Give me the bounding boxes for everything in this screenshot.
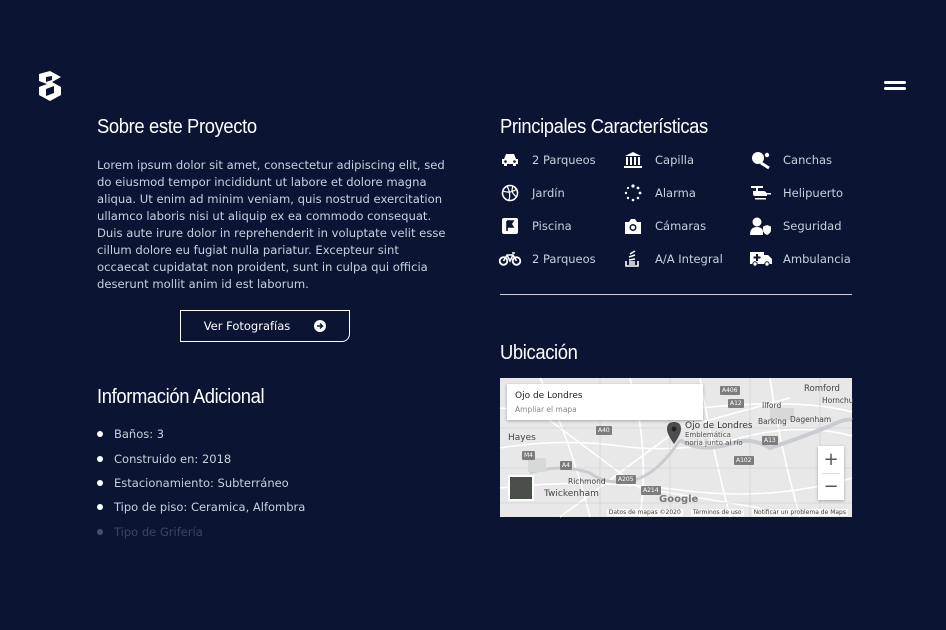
feature-item: Jardín — [500, 183, 565, 203]
road-badge: M4 — [524, 452, 533, 459]
place-name: Ojo de Londres — [515, 391, 583, 401]
bullet-icon — [97, 480, 103, 486]
zoom-out-button[interactable]: − — [823, 476, 839, 497]
map-label: Hornchu — [822, 396, 854, 405]
map-label: Barking — [758, 417, 787, 426]
bullet-icon — [97, 504, 103, 510]
features-divider — [500, 294, 852, 295]
map-label: Richmond — [568, 477, 606, 486]
security-icon — [751, 216, 771, 236]
feature-item: 2 Parqueos — [500, 150, 596, 170]
ambulance-icon — [751, 249, 771, 269]
satellite-toggle[interactable] — [508, 475, 534, 501]
feature-item: Seguridad — [751, 216, 842, 236]
info-list — [97, 422, 306, 539]
feature-item: Cámaras — [623, 216, 706, 236]
feature-item: Helipuerto — [751, 183, 843, 203]
feature-item: Capilla — [623, 150, 694, 170]
road-badge: A102 — [736, 457, 752, 464]
sports-court-icon — [751, 150, 771, 170]
road-badge: A4 — [562, 462, 570, 469]
road-badge: A13 — [764, 437, 776, 444]
helipad-icon — [751, 183, 771, 203]
map-report-link[interactable]: Notificar un problema de Maps — [753, 508, 846, 516]
hamburger-icon[interactable] — [884, 80, 908, 92]
map-label: Twickenham — [544, 489, 599, 499]
marker-subtitle: Emblemática noria junto al río — [685, 431, 743, 447]
map-label: Dagenham — [790, 415, 832, 424]
chapel-icon — [623, 150, 643, 170]
map-label: Romford — [804, 384, 840, 394]
about-text: Lorem ipsum dolor sit amet, consectetur adipiscing elit, sed do eiusmod tempor incididunt ut labore et dolore magna aliqua. Ut enim ad minim veniam, quis nostrud exercitation ullamco laboris nisi ut aliquip ex ea commodo consequat. Duis aute irure dolor in reprehenderit in voluptate velit esse cillum dolore eu fugiat nulla pariatur. Excepteur sint occaecat cupidatat non proident, sunt in culpa qui officia deserunt mollit anim id est laborum. — [97, 158, 446, 291]
map-label: Hayes — [508, 433, 536, 443]
view-photos-label: Ver Fotografías — [203, 319, 291, 333]
road-badge: A406 — [722, 387, 738, 394]
feature-item: 2 Parqueos — [500, 249, 596, 269]
camera-icon — [623, 216, 643, 236]
location-map[interactable] — [500, 378, 852, 517]
list-item: Estacionamiento: Subterráneo — [97, 471, 305, 495]
about-title: Sobre este Proyecto — [97, 116, 257, 138]
map-data-credit: Datos de mapas ©2020 — [608, 508, 681, 516]
road-badge: A214 — [643, 487, 659, 494]
feature-item: A/A Integral — [623, 249, 723, 269]
zoom-controls — [818, 446, 844, 500]
menu-line — [884, 87, 906, 90]
bicycle-icon — [500, 249, 520, 269]
air-conditioning-icon — [623, 249, 643, 269]
bullet-icon — [97, 529, 103, 535]
arrow-right-icon — [314, 320, 326, 332]
google-logo: Google — [659, 494, 699, 505]
pool-icon — [500, 216, 520, 236]
list-item: Baños: 3 — [97, 422, 305, 446]
zoom-in-button[interactable]: + — [823, 449, 839, 470]
road-badge: A205 — [618, 476, 634, 483]
feature-item: Piscina — [500, 216, 572, 236]
view-photos-button[interactable] — [180, 310, 350, 342]
map-label: Ilford — [762, 401, 782, 410]
bullet-icon — [97, 456, 103, 462]
feature-item: Canchas — [751, 150, 832, 170]
menu-line — [884, 81, 906, 84]
road-badge: A12 — [730, 400, 742, 407]
list-item: Tipo de Grifería — [97, 520, 305, 544]
map-footer — [500, 507, 852, 517]
enlarge-map-link[interactable]: Ampliar el mapa — [515, 405, 577, 414]
feature-item: Ambulancia — [751, 249, 851, 269]
list-item: Construido en: 2018 — [97, 446, 305, 470]
zoom-divider — [822, 473, 840, 474]
road-badge: A40 — [598, 427, 610, 434]
map-pin-icon[interactable] — [667, 422, 681, 448]
feature-item: Alarma — [623, 183, 696, 203]
logo-icon[interactable] — [37, 71, 63, 101]
features-title: Principales Características — [500, 116, 708, 138]
marker-title: Ojo de Londres — [685, 421, 753, 431]
alarm-icon — [623, 183, 643, 203]
bullet-icon — [97, 431, 103, 437]
list-item: Tipo de piso: Ceramica, Alfombra — [97, 495, 305, 519]
location-title: Ubicación — [500, 342, 578, 364]
place-card — [507, 384, 703, 420]
garden-icon — [500, 183, 520, 203]
map-terms-link[interactable]: Términos de uso — [692, 508, 742, 516]
info-title: Información Adicional — [97, 386, 265, 408]
car-icon — [500, 150, 520, 170]
